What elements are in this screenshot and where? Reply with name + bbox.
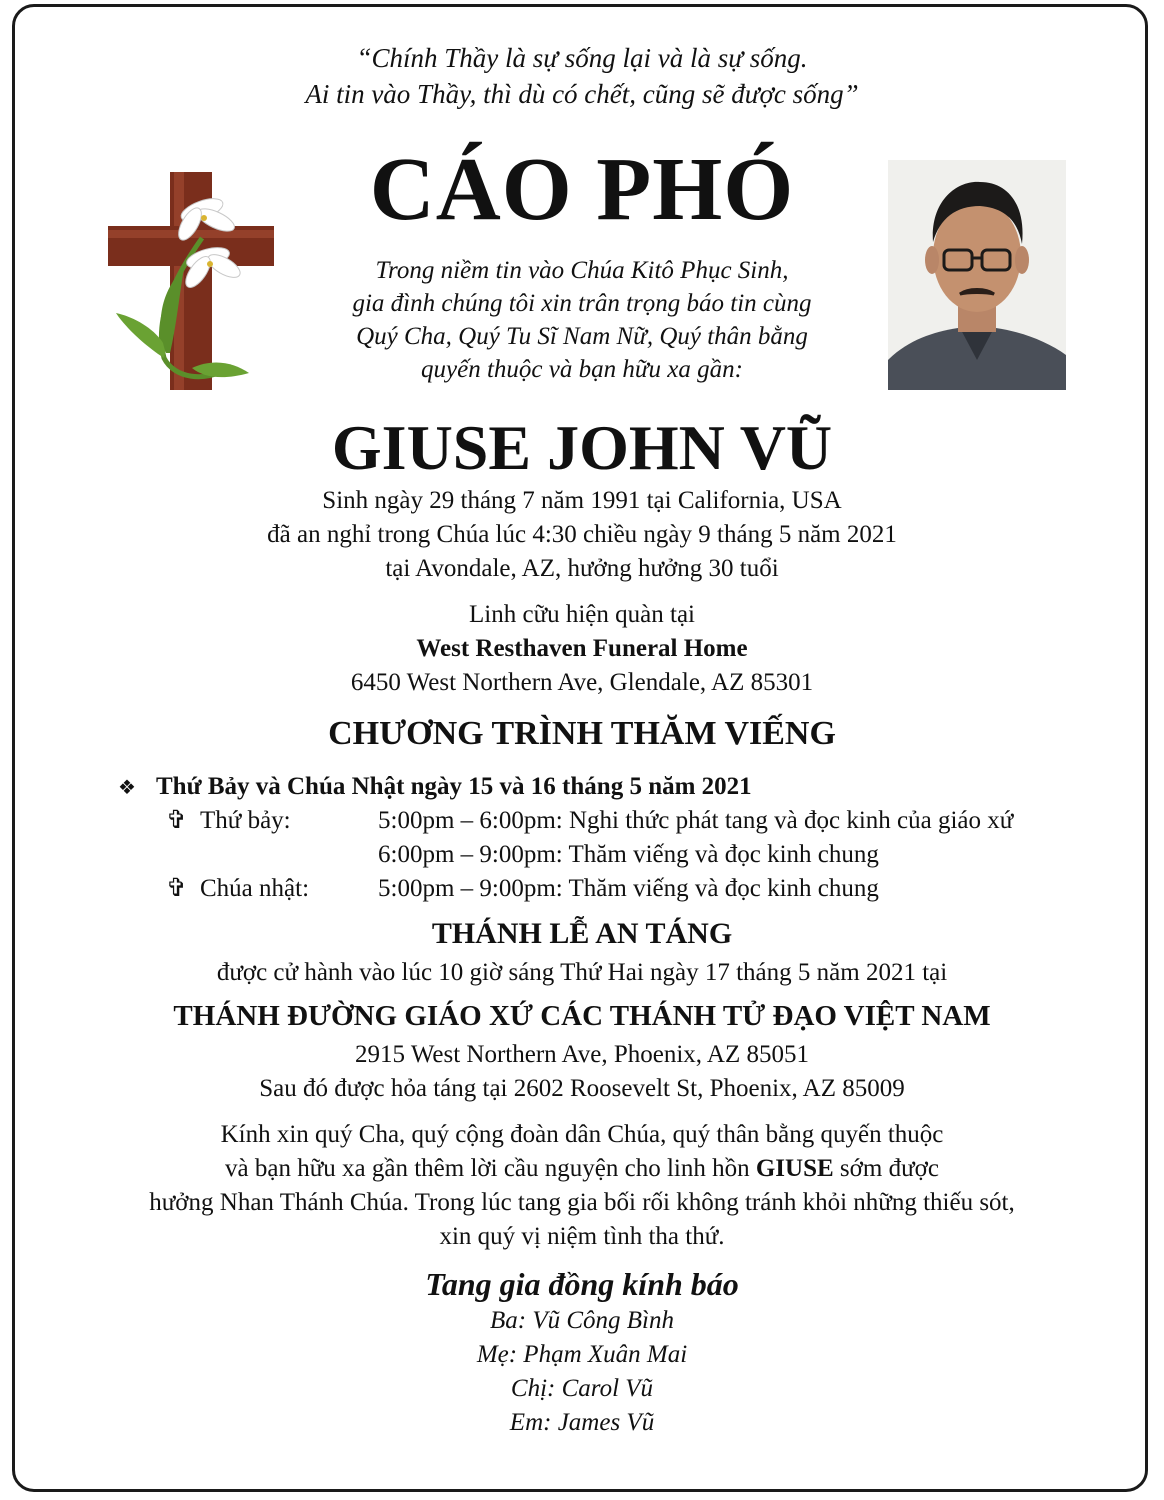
birth-info: Sinh ngày 29 tháng 7 năm 1991 tại California, USA [322, 487, 842, 514]
family-heading: Tang gia đồng kính báo [425, 1266, 739, 1302]
family-brother: Em: James Vũ [509, 1409, 655, 1436]
sunday-label: Chúa nhật: [200, 875, 310, 902]
diamond-bullet-icon: ❖ [118, 775, 136, 799]
saturday-time-1: 5:00pm – 6:00pm: Nghi thức phát tang và đọc kinh của giáo xứ [378, 807, 1014, 834]
request-line-3: hưởng Nhan Thánh Chúa. Trong lúc tang gia bối rối không tránh khỏi những thiếu sót, [149, 1189, 1015, 1216]
saturday-time-2: 6:00pm – 9:00pm: Thăm viếng và đọc kinh chung [378, 841, 879, 868]
mass-time: được cử hành vào lúc 10 giờ sáng Thứ Hai ngày 17 tháng 5 năm 2021 tại [216, 959, 948, 986]
saturday-cross-icon: ✞ [166, 807, 187, 834]
announcement-intro [0, 254, 1164, 386]
quote-line-2: Ai tin vào Thầy, thì dù có chết, cũng sẽ được sống” [305, 79, 859, 109]
intro-line-1: Trong niềm tin vào Chúa Kitô Phục Sinh, [375, 257, 789, 284]
death-place: tại Avondale, AZ, hưởng hưởng 30 tuổi [385, 555, 779, 582]
request-line-1: Kính xin quý Cha, quý cộng đoàn dân Chúa, quý thân bằng quyến thuộc [220, 1121, 944, 1148]
quote-line-1: “Chính Thầy là sự sống lại và là sự sống. [356, 43, 808, 73]
death-info: đã an nghỉ trong Chúa lúc 4:30 chiều ngày 9 tháng 5 năm 2021 [267, 521, 897, 548]
church-name: THÁNH ĐƯỜNG GIÁO XỨ CÁC THÁNH TỬ ĐẠO VIỆT NAM [173, 1000, 991, 1032]
page-title: CÁO PHÓ [369, 140, 795, 239]
visitation-heading: CHƯƠNG TRÌNH THĂM VIẾNG [328, 715, 836, 752]
scripture-quote [0, 40, 1164, 112]
request-line-2a: và bạn hữu xa gần thêm lời cầu nguyện cho linh hồn [225, 1155, 756, 1182]
intro-line-2: gia đình chúng tôi xin trân trọng báo tin cùng [352, 290, 812, 317]
visitation-dates-text: Thứ Bảy và Chúa Nhật ngày 15 và 16 tháng 5 năm 2021 [156, 773, 752, 800]
request-line-2 [0, 1152, 1164, 1185]
cremation-info: Sau đó được hỏa táng tại 2602 Roosevelt St, Phoenix, AZ 85009 [259, 1075, 905, 1102]
church-address: 2915 West Northern Ave, Phoenix, AZ 85051 [355, 1041, 809, 1068]
visitation-dates [118, 770, 752, 804]
family-mother: Mẹ: Phạm Xuân Mai [476, 1341, 688, 1368]
intro-line-4: quyến thuộc và bạn hữu xa gần: [421, 356, 743, 383]
funeral-home-address: 6450 West Northern Ave, Glendale, AZ 85301 [350, 669, 814, 696]
request-line-4: xin quý vị niệm tình tha thứ. [439, 1223, 725, 1250]
deceased-name: GIUSE JOHN VŨ [331, 412, 833, 483]
saturday-label: Thứ bảy: [200, 807, 291, 834]
funeral-home-name: West Resthaven Funeral Home [416, 635, 748, 662]
family-sister: Chị: Carol Vũ [510, 1375, 654, 1402]
sunday-cross-icon: ✞ [166, 875, 187, 902]
family-father: Ba: Vũ Công Bình [489, 1307, 674, 1334]
request-line-2c: sớm được [833, 1155, 939, 1182]
funeral-home-intro: Linh cữu hiện quàn tại [469, 601, 695, 628]
intro-line-3: Quý Cha, Quý Tu Sĩ Nam Nữ, Quý thân bằng [356, 323, 808, 350]
mass-heading: THÁNH LỄ AN TÁNG [431, 917, 733, 950]
request-name: GIUSE [755, 1155, 834, 1182]
sunday-time-1: 5:00pm – 9:00pm: Thăm viếng và đọc kinh chung [378, 875, 879, 902]
